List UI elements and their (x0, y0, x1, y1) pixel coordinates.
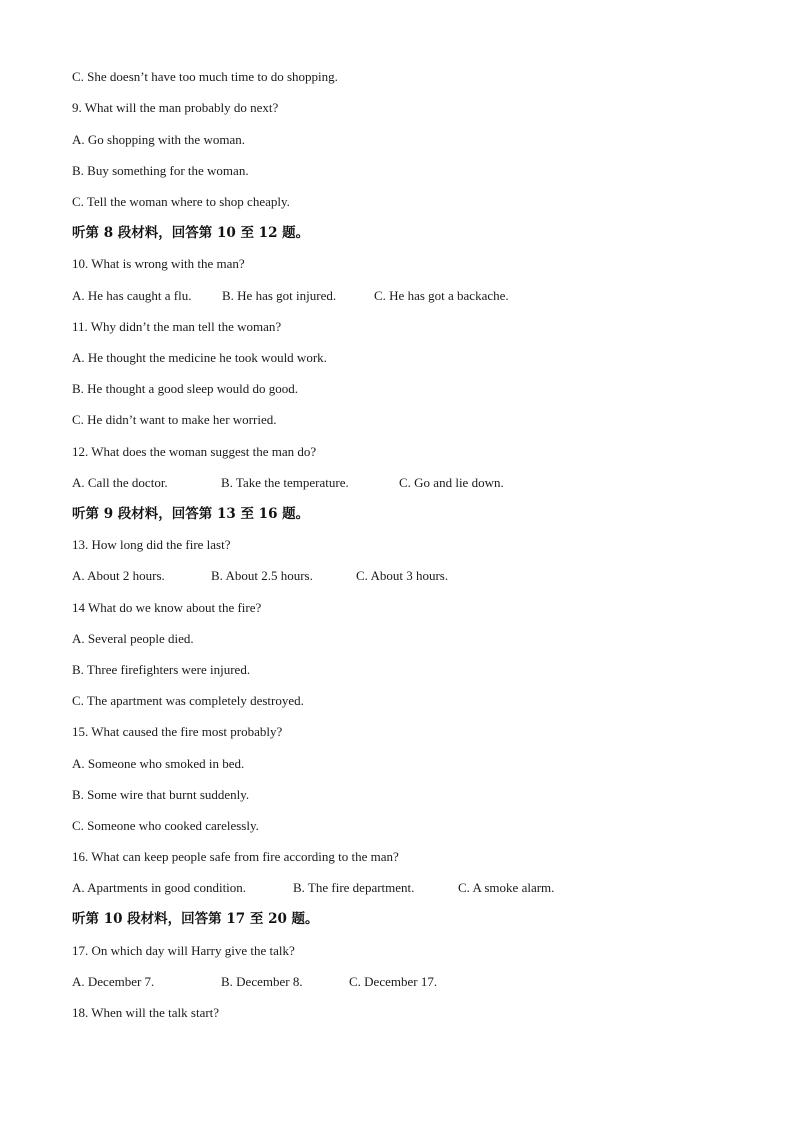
answer-option: A. About 2 hours. (72, 568, 165, 583)
answer-option: B. Buy something for the woman. (72, 163, 249, 178)
question-12: 12. What does the woman suggest the man do? (72, 444, 317, 459)
answer-option: C. Go and lie down. (399, 475, 504, 490)
answer-option: B. He has got injured. (222, 288, 337, 303)
answer-option: C. Tell the woman where to shop cheaply. (72, 194, 290, 209)
answer-option: C. The apartment was completely destroyed. (72, 693, 304, 708)
question-16: 16. What can keep people safe from fire according to the man? (72, 849, 399, 864)
answer-option: A. Several people died. (72, 631, 194, 646)
options-row (72, 880, 692, 896)
answer-option: B. About 2.5 hours. (211, 568, 313, 583)
section-heading: 听第 10 段材料，回答第 17 至 20 题。 (72, 911, 319, 927)
answer-option: C. A smoke alarm. (458, 880, 555, 895)
answer-option: C. December 17. (349, 974, 438, 989)
answer-option: B. Three firefighters were injured. (72, 662, 251, 677)
section-heading: 听第 9 段材料，回答第 13 至 16 题。 (72, 506, 310, 522)
section-heading: 听第 8 段材料，回答第 10 至 12 题。 (72, 225, 310, 241)
answer-option: A. He thought the medicine he took would work. (72, 350, 327, 365)
answer-option: B. December 8. (221, 974, 303, 989)
options-row (72, 475, 692, 491)
answer-option: C. He didn’t want to make her worried. (72, 412, 277, 427)
answer-option: B. He thought a good sleep would do good. (72, 381, 299, 396)
answer-option: B. Some wire that burnt suddenly. (72, 787, 250, 802)
answer-option: A. Apartments in good condition. (72, 880, 247, 895)
answer-option: C. Someone who cooked carelessly. (72, 818, 259, 833)
options-row (72, 974, 692, 990)
answer-option: A. December 7. (72, 974, 155, 989)
answer-option: A. Call the doctor. (72, 475, 168, 490)
answer-option: B. The fire department. (293, 880, 415, 895)
question-15: 15. What caused the fire most probably? (72, 724, 283, 739)
question-14: 14 What do we know about the fire? (72, 600, 262, 615)
answer-option: A. Go shopping with the woman. (72, 132, 245, 147)
answer-option: C. About 3 hours. (356, 568, 449, 583)
options-row (72, 288, 692, 304)
question-11: 11. Why didn’t the man tell the woman? (72, 319, 282, 334)
question-17: 17. On which day will Harry give the talk? (72, 943, 295, 958)
question-13: 13. How long did the fire last? (72, 537, 231, 552)
question-18: 18. When will the talk start? (72, 1005, 220, 1020)
answer-option: A. He has caught a flu. (72, 288, 192, 303)
answer-option: A. Someone who smoked in bed. (72, 756, 245, 771)
answer-option: B. Take the temperature. (221, 475, 349, 490)
answer-option: C. He has got a backache. (374, 288, 509, 303)
question-10: 10. What is wrong with the man? (72, 256, 245, 271)
answer-option: C. She doesn’t have too much time to do shopping. (72, 69, 338, 84)
options-row (72, 568, 692, 584)
question-9: 9. What will the man probably do next? (72, 100, 279, 115)
